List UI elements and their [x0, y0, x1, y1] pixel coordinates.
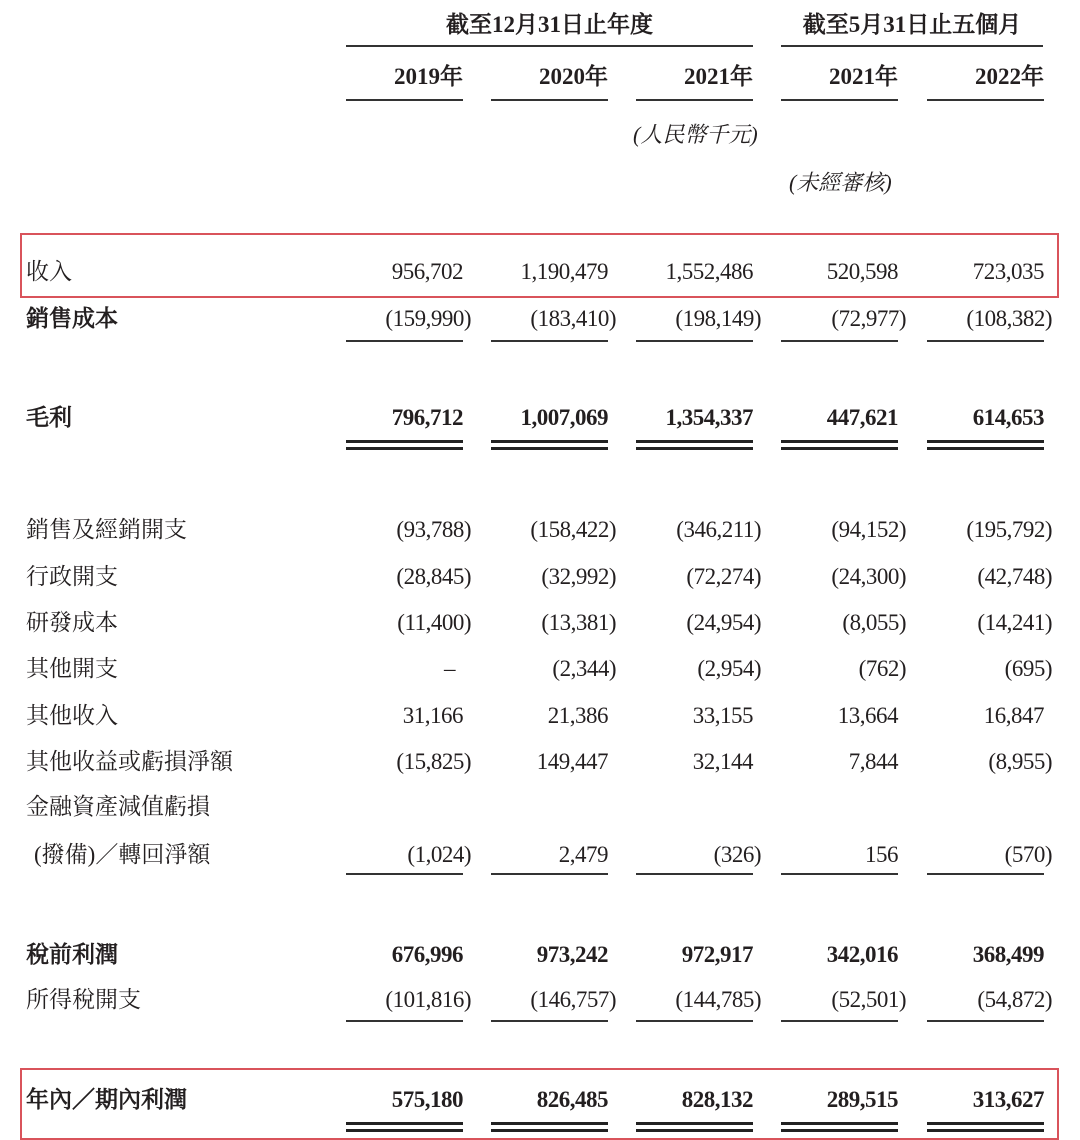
row-label: 其他收益或虧損淨額 — [26, 749, 233, 774]
table-cell: 723,035 — [972, 259, 1044, 284]
table-cell: 956,702 — [391, 259, 463, 284]
subtotal-rule — [927, 340, 1044, 342]
total-double-rule — [927, 440, 1044, 450]
row-label: 研發成本 — [26, 610, 118, 635]
column-group-fiscal-year: 截至12月31日止年度 — [446, 12, 653, 37]
subtotal-rule — [346, 1020, 463, 1022]
table-cell: (32,992) — [541, 564, 616, 589]
table-row — [0, 302, 1080, 336]
table-row — [0, 513, 1080, 547]
table-cell: 313,627 — [972, 1087, 1044, 1112]
table-cell: (93,788) — [396, 517, 471, 542]
table-cell: (54,872) — [977, 987, 1052, 1012]
table-cell: 614,653 — [972, 405, 1044, 430]
table-cell: 1,190,479 — [520, 259, 608, 284]
table-cell: (195,792) — [966, 517, 1052, 542]
table-cell: (570) — [1004, 842, 1052, 867]
table-row — [0, 983, 1080, 1017]
table-row — [0, 938, 1080, 972]
row-label: (撥備)／轉回淨額 — [34, 842, 211, 867]
table-cell: 828,132 — [681, 1087, 753, 1112]
table-cell: 1,007,069 — [520, 405, 608, 430]
table-cell: 289,515 — [826, 1087, 898, 1112]
subtotal-rule — [781, 1020, 898, 1022]
table-cell: (52,501) — [831, 987, 906, 1012]
total-double-rule — [491, 440, 608, 450]
table-cell: (72,274) — [686, 564, 761, 589]
table-cell: (183,410) — [530, 306, 616, 331]
table-cell: (8,055) — [842, 610, 906, 635]
subtotal-rule — [491, 1020, 608, 1022]
table-row — [0, 560, 1080, 594]
divider — [491, 99, 608, 101]
table-cell: (695) — [1004, 656, 1052, 681]
table-cell: 32,144 — [692, 749, 753, 774]
table-cell: 368,499 — [972, 942, 1044, 967]
row-label: 金融資產減值虧損 — [26, 794, 210, 819]
table-cell: (14,241) — [977, 610, 1052, 635]
row-label: 稅前利潤 — [26, 942, 118, 967]
subtotal-rule — [636, 873, 753, 875]
table-cell: 16,847 — [983, 703, 1044, 728]
year-header: 2021年 — [684, 64, 753, 89]
table-cell: (13,381) — [541, 610, 616, 635]
table-cell: 13,664 — [837, 703, 898, 728]
table-cell: 520,598 — [826, 259, 898, 284]
year-header: 2022年 — [975, 64, 1044, 89]
table-row — [0, 401, 1080, 435]
table-cell: (1,024) — [407, 842, 471, 867]
table-cell: (11,400) — [397, 610, 471, 635]
row-label: 銷售成本 — [26, 306, 118, 331]
table-cell: 149,447 — [536, 749, 608, 774]
table-cell: 33,155 — [692, 703, 753, 728]
row-label: 行政開支 — [26, 564, 118, 589]
year-header: 2021年 — [829, 64, 898, 89]
table-cell: 1,552,486 — [665, 259, 753, 284]
table-cell: 796,712 — [391, 405, 463, 430]
divider — [636, 99, 753, 101]
divider — [781, 45, 1043, 47]
table-row — [0, 699, 1080, 733]
total-double-rule — [781, 440, 898, 450]
row-label: 年內／期內利潤 — [26, 1087, 187, 1112]
subtotal-rule — [927, 1020, 1044, 1022]
table-cell: (326) — [713, 842, 761, 867]
table-cell: (28,845) — [396, 564, 471, 589]
table-cell: 7,844 — [848, 749, 898, 774]
table-cell: (8,955) — [988, 749, 1052, 774]
table-cell: 21,386 — [547, 703, 608, 728]
column-group-five-months: 截至5月31日止五個月 — [802, 12, 1022, 37]
table-cell: (42,748) — [977, 564, 1052, 589]
table-row — [0, 652, 1080, 686]
total-double-rule — [346, 440, 463, 450]
year-header: 2019年 — [394, 64, 463, 89]
subtotal-rule — [781, 873, 898, 875]
row-label: 收入 — [26, 259, 72, 284]
total-double-rule — [636, 440, 753, 450]
subtotal-rule — [346, 873, 463, 875]
table-cell: 447,621 — [826, 405, 898, 430]
table-cell: 575,180 — [391, 1087, 463, 1112]
row-label: 所得稅開支 — [26, 987, 141, 1012]
table-cell: (108,382) — [966, 306, 1052, 331]
subtotal-rule — [491, 340, 608, 342]
table-cell: (2,344) — [552, 656, 616, 681]
subtotal-rule — [491, 873, 608, 875]
table-cell: 156 — [865, 842, 898, 867]
table-cell: (72,977) — [831, 306, 906, 331]
table-cell: 826,485 — [536, 1087, 608, 1112]
divider — [927, 99, 1044, 101]
table-cell: 31,166 — [402, 703, 463, 728]
table-cell: (198,149) — [675, 306, 761, 331]
subtotal-rule — [781, 340, 898, 342]
divider — [346, 99, 463, 101]
subtotal-rule — [636, 1020, 753, 1022]
table-cell: – — [444, 656, 455, 681]
table-cell: 972,917 — [681, 942, 753, 967]
table-cell: (94,152) — [831, 517, 906, 542]
table-cell: (144,785) — [675, 987, 761, 1012]
row-label: 銷售及經銷開支 — [26, 517, 187, 542]
table-row — [0, 838, 1080, 872]
row-label: 毛利 — [26, 405, 72, 430]
row-label: 其他收入 — [26, 703, 118, 728]
table-cell: (15,825) — [396, 749, 471, 774]
table-cell: (158,422) — [530, 517, 616, 542]
divider — [346, 45, 753, 47]
table-cell: 973,242 — [536, 942, 608, 967]
table-cell: 676,996 — [391, 942, 463, 967]
table-row — [0, 606, 1080, 640]
year-header: 2020年 — [539, 64, 608, 89]
currency-note: (人民幣千元) — [633, 122, 758, 147]
table-cell: (762) — [858, 656, 906, 681]
table-cell: 342,016 — [826, 942, 898, 967]
table-cell: (159,990) — [385, 306, 471, 331]
highlight-box-revenue — [20, 233, 1059, 298]
subtotal-rule — [346, 340, 463, 342]
row-label: 其他開支 — [26, 656, 118, 681]
table-cell: (346,211) — [676, 517, 761, 542]
table-row — [0, 790, 1080, 824]
table-cell: (2,954) — [697, 656, 761, 681]
subtotal-rule — [927, 873, 1044, 875]
table-cell: (101,816) — [385, 987, 471, 1012]
table-cell: (24,954) — [686, 610, 761, 635]
subtotal-rule — [636, 340, 753, 342]
table-cell: 1,354,337 — [665, 405, 753, 430]
highlight-box-profit — [20, 1068, 1059, 1140]
unaudited-note: (未經審核) — [789, 170, 892, 195]
table-row — [0, 745, 1080, 779]
table-cell: 2,479 — [558, 842, 608, 867]
divider — [781, 99, 898, 101]
table-cell: (24,300) — [831, 564, 906, 589]
table-cell: (146,757) — [530, 987, 616, 1012]
